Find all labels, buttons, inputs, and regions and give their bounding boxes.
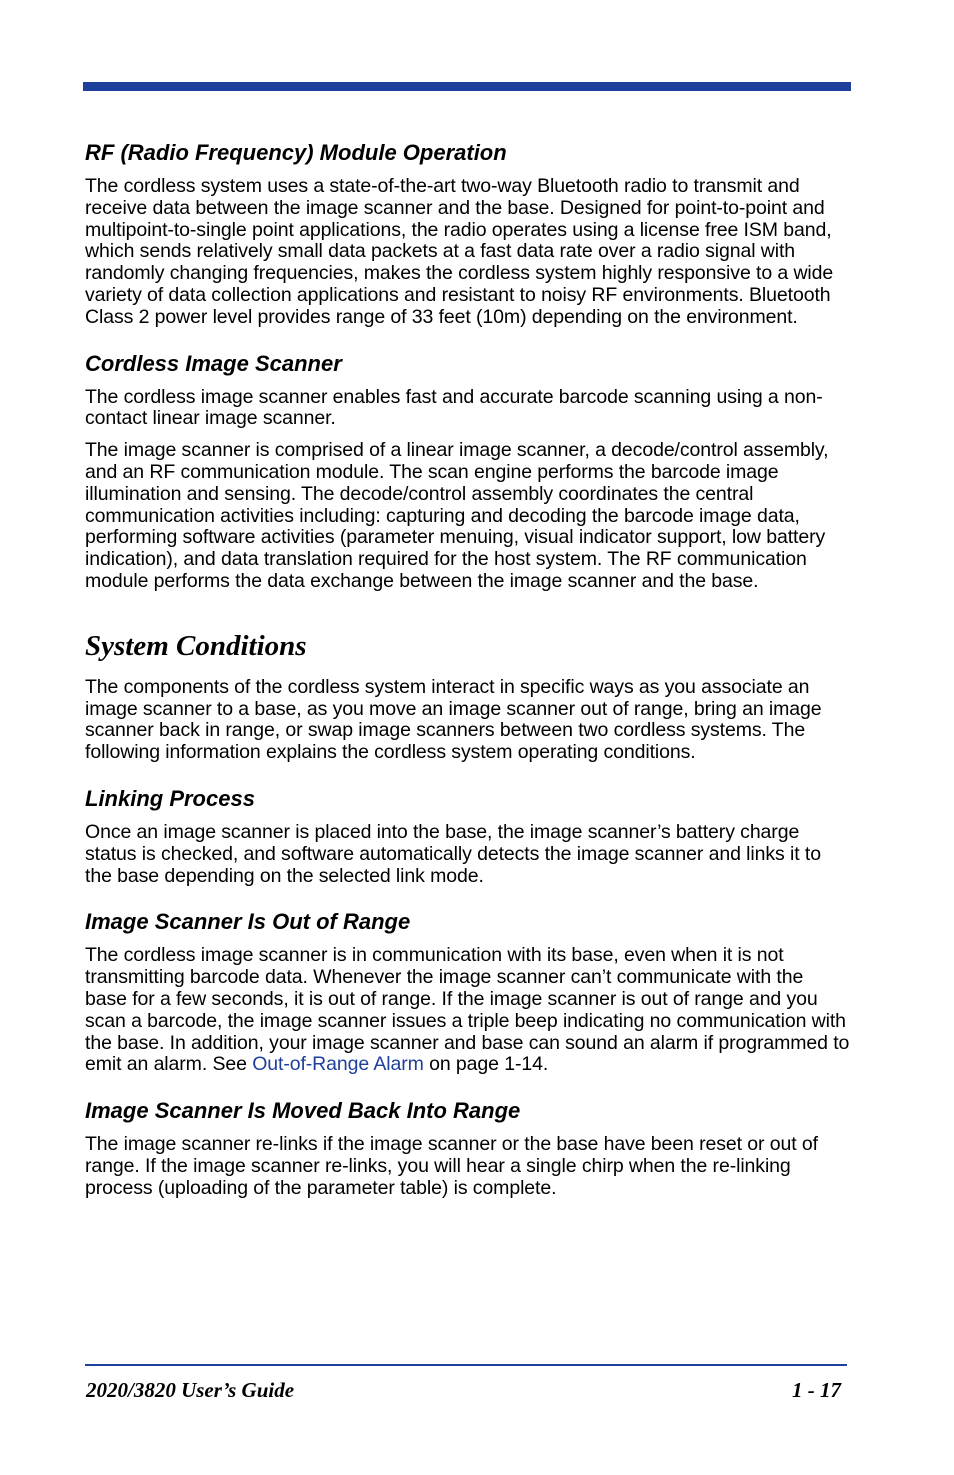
footer-rule: [85, 1364, 847, 1366]
section-out-of-range: [85, 909, 850, 1076]
section-system-conditions: [85, 629, 850, 764]
chapter-heading: System Conditions: [85, 629, 307, 662]
section-rf-module: [85, 140, 850, 329]
paragraph: The image scanner re-links if the image scanner or the base have been reset or out of range. If the image scanner re-links, you will hear a single chirp when the re-linking process (uploading of the parameter table) is complete.: [85, 1133, 818, 1199]
section-heading: Cordless Image Scanner: [85, 350, 342, 376]
section-heading: RF (Radio Frequency) Module Operation: [85, 140, 507, 165]
footer-page-number: 1 - 17: [792, 1378, 841, 1402]
paragraph-text: on page 1-14.: [423, 1053, 549, 1076]
paragraph: The cordless image scanner enables fast and accurate barcode scanning using a non-contact linear image scanner.: [85, 385, 823, 430]
paragraph: The cordless system uses a state-of-the-art two-way Bluetooth radio to transmit and receive data between the image scanner and the base. Designed for point-to-point and multipoint-to-single point applications, the radio operates using a license free ISM band, which sends relatively small data packets at a fast data rate over a radio signal with randomly changing frequencies, makes the cordless system highly responsive to a wide variety of data collection applications and resistant to noisy RF environments. Bluetooth Class 2 power level provides range of 33 feet (10m) depending on the environment.: [85, 175, 834, 328]
section-back-in-range: [85, 1098, 850, 1199]
paragraph: The image scanner is comprised of a linear image scanner, a decode/control assembly, and an RF communication module. The scan engine performs the barcode image illumination and sensing. The decode/control assembly coordinates the central communication activities including: capturing and decoding the barcode image data, performing software activities (parameter menuing, visual indicator support, low battery indication), and data translation required for the host system. The RF communication module performs the data exchange between the image scanner and the base.: [85, 439, 829, 592]
section-heading: Linking Process: [85, 785, 255, 811]
paragraph: The components of the cordless system interact in specific ways as you associate an image scanner to a base, as you move an image scanner out of range, bring an image scanner back in range, or swap image scanners between two cordless systems. The following information explains the cordless system operating conditions.: [85, 675, 822, 764]
paragraph: [85, 945, 850, 1076]
header-rule: [83, 82, 851, 91]
out-of-range-alarm-link[interactable]: Out-of-Range Alarm: [252, 1053, 424, 1076]
page-content: [85, 140, 850, 1200]
section-cordless-scanner: [85, 351, 850, 593]
footer-guide-title: 2020/3820 User’s Guide: [86, 1378, 295, 1402]
section-linking-process: [85, 786, 850, 887]
section-heading: Image Scanner Is Out of Range: [85, 909, 411, 935]
section-heading: Image Scanner Is Moved Back Into Range: [85, 1098, 521, 1124]
paragraph-text: The cordless image scanner is in communication with its base, even when it is not transmitting barcode data. Whenever the image scanner can’t communicate with the base for a few seconds, it is out of range. If the image scanner is out of range and you scan a barcode, the image scanner issues a triple beep indicating no communication with the base. In addition, your image scanner and base can sound an alarm if programmed to emit an alarm. See: [85, 944, 850, 1076]
paragraph: Once an image scanner is placed into the base, the image scanner’s battery charge status is checked, and software automatically detects the image scanner and links it to the base depending on the selected link mode.: [85, 820, 821, 887]
